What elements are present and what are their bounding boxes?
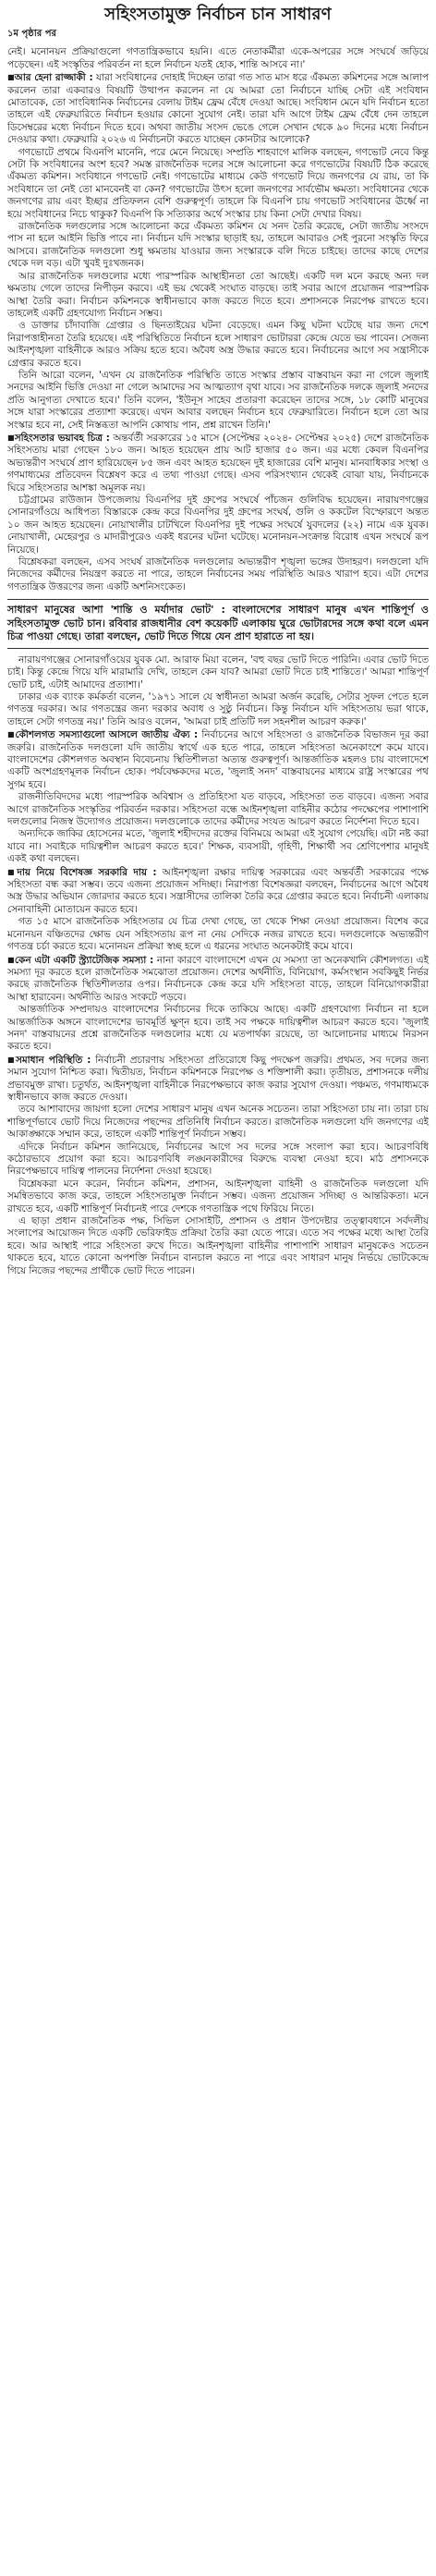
continuation-marker: ১ম পৃষ্ঠার পর [7,29,56,40]
article-body-part-2 [7,654,429,1277]
article-paragraph [7,1215,429,1277]
section-subheading: ■ সহিংসতার ভয়াবহ চিত্র : [7,433,110,444]
article-paragraph [7,916,429,953]
article-paragraph [7,691,429,728]
pull-quote: সাধারণ মানুষের আশা 'শান্তি ও মর্যাদার ভোট' : বাংলাদেশের সাধারণ মানুষ এখন শান্তিপূর্ণ ও সহিংসতামুক্ত ভোট চান। রবিবার রাজধানীর বেশ কয়েকটি এলাকায় ঘুরে ভোটারদের সঙ্গে কথা বলে এমন চিত্র পাওয়া গেছে। তারা বলছেন, ভোট দিতে গিয়ে যেন প্রাণ হারাতে না হয়। [7,599,429,649]
article-paragraph [7,1141,429,1178]
article-paragraph [7,954,429,1005]
paragraph-text: নেই। মনোনয়ন প্রক্রিয়াগুলো গণতান্ত্রিকভাবে হয়নি। এতে নেতাকর্মীরা একে-অপরের সঙ্গে সংঘর্ষে জড়িয়ে পড়েছেন। এই সংস্কৃতির পরিবর্তন না হলে নির্বাচন যতই হোক, শান্তি আসবে না।' [7,46,429,70]
article-paragraph [7,1004,429,1054]
paragraph-text: এ ছাড়া প্রধান রাজনৈতিক পক্ষ, সিভিল সোসাইটি, প্রশাসন ও প্রধান উপদেষ্টার তত্ত্বাবধানে সর্বদলীয় সংলাপের আয়োজন দিতে একটি ভেরিফাইড প্রক্রিয়া তৈরি করা যেতে পারে। এতে সব পক্ষের মধ্যে আস্থা তৈরি হবে। আর আস্থাই পারে সহিংসতা রুখে দিতে। আইনশৃঙ্খলা বাহিনীর পাশাপাশি সাধারণ মানুষকেও সচেতন থাকতে হবে, যাতে কোনো অপশক্তি নির্বাচন বানচাল করতে না পারে এবং সাধারণ মানুষ নির্ভয়ে ভোটকেন্দ্রে গিয়ে নিজের পছন্দের প্রার্থীকে ভোট দিতে পারেন। [7,1215,429,1276]
article-body-part-1 [7,46,429,593]
article-paragraph [7,494,429,556]
paragraph-text: রাজনৈতিক দলগুলোর সঙ্গে আলোচনা করে এঁকমত্য কমিশন যে সনদ তৈরি করেছে, সেটা জাতীয় সংসদে পাস না হলে আইনি ভিত্তি পাবে না। নির্বাচন যদি সংস্কার ছাড়াই হয়, তাহলে আবারও সেই পুরনো সংস্কৃতি ফিরে আসবে। রাজনৈতিক দলগুলো শুধু ক্ষমতায় যাওয়ার জন্য সংস্কারকে বলি দিতে চাইছে। তাদের কাছে দেশের থেকে দল বড়। এটা খুবই দুঃখজনক। [7,221,429,270]
paragraph-text: ও ডাক্তার চাঁদাবাজি গ্রেপ্তার ও ছিনতাইয়ের ঘটনা বেড়েছে। এমন কিছু ঘটনা ঘটেছে যার জন্য দেশে নিরাপত্তাহীনতা তৈরি হয়েছে। এই পরিস্থিতিতে নির্বাচন হলে সাধারণ ভোটাররা কেন্দ্রে যেতে ভয় পাবেন। সেজন্য আইনশৃঙ্খলা বাহিনীকে আরও সক্রিয় হতে হবে। অবৈধ অস্ত্র উদ্ধার করতে হবে। নির্বাচনের আগে সব সন্ত্রাসীকে গ্রেপ্তার করতে হবে। [7,320,429,369]
article-paragraph [7,271,429,321]
article-paragraph [7,728,429,791]
paragraph-text: নির্বাচনী প্রচারণায় সহিংসতা প্রতিরোধে কিছু পদক্ষেপ জরুরি। প্রথমত, সব দলের জন্য সমান সুযোগ নিশ্চিত করা। দ্বিতীয়ত, নির্বাচন কমিশনকে নিরপেক্ষ ও শক্তিশালী করা। তৃতীয়ত, প্রশাসনকে দলীয় প্রভাবমুক্ত রাখা। চতুর্থত, আইনশৃঙ্খলা বাহিনীকে নিরপেক্ষভাবে কাজ করার সুযোগ দেওয়া। পঞ্চমত, গণমাধ্যমকে স্বাধীনভাবে কাজ করতে দেওয়া। [7,1054,429,1103]
paragraph-text: আন্তর্জাতিক সম্প্রদায়ও বাংলাদেশের নির্বাচনের দিকে তাকিয়ে আছে। একটি গ্রহণযোগ্য নির্বাচন না হলে আন্তর্জাতিক অঙ্গনে বাংলাদেশের ভাবমূর্তি ক্ষুণ্ন হবে। তাই সব পক্ষকে দায়িত্বশীল আচরণ করতে হবে। 'জুলাই সনদ' বাস্তবায়নের প্রশ্নে রাজনৈতিক দলগুলোর মধ্যে যে মতপার্থক্য রয়েছে, তা আলোচনার মাধ্যমে নিরসন করতে হবে। [7,1004,429,1053]
article-paragraph [7,1054,429,1105]
paragraph-text: বিশ্লেষকরা মনে করেন, নির্বাচন কমিশন, প্রশাসন, আইনশৃঙ্খলা বাহিনী ও রাজনৈতিক দলগুলো যদি সমন্বিতভাবে কাজ করে, তাহলে সহিংসতামুক্ত নির্বাচন সম্ভব। এজন্য প্রয়োজন সদিচ্ছা ও আন্তরিকতা। মনে রাখতে হবে, একটি শান্তিপূর্ণ নির্বাচনই পারে দেশকে গণতান্ত্রিক পথে ফিরিয়ে নিতে। [7,1178,429,1215]
paragraph-text: আইনশৃঙ্খলা রক্ষার দায়িত্ব সরকারের এবং অন্তর্বর্তী সরকারের পক্ষে সহিংসতা বন্ধ করা সম্ভব। তবে এজন্য প্রয়োজন সদিচ্ছা। নিরাপত্তা বিশেষজ্ঞরা বলছেন, নির্বাচনের আগে অবৈধ অস্ত্র উদ্ধার অভিযান জোরদার করতে হবে। সন্ত্রাসীদের তালিকা তৈরি করে গ্রেপ্তার করতে হবে। নির্বাচনী এলাকায় সেনাবাহিনী মোতায়েন করতে হবে। [7,866,430,915]
article-paragraph [7,370,429,432]
article-paragraph [7,432,429,494]
paragraph-text: যারা সংবিধানের দোহাই দিচ্ছেন তারা গত সাত মাস ধরে এঁকমত্য কমিশনের সঙ্গে আলাপ করলেন তারা একবারও বিষয়টি উত্থাপন করলেন না যে আমরা তো নির্বাচনে যাচ্ছি সেটা এই সংবিধান মোতাবেক, তো সাংবিধানিক নির্বাচনের বেলায় টাইম ফ্রেম বেঁধে দেওয়া আছে। সংবিধান মেনে যদি নির্বাচন হতো তাহলে এই ফেব্রুয়ারিতে নির্বাচন হওয়ার কোনো সুযোগ নেই। তারা যদি আগে টাইম ফ্রেম বেঁধে দেন তাহলে ডিসেম্বরের মধ্যে নির্বাচন দিতে হবে। অথবা জাতীয় সংসদ ভেঙে গেলে সেখান থেকে ৯০ দিনের মধ্যে নির্বাচন দেওয়ার কথা। ফেব্রুয়ারি ২০২৬ এ নির্বাচনটা করতে যাচ্ছেন কোনটার আলোকে? [7,72,429,146]
paragraph-text: আর রাজনৈতিক দলগুলোর মধ্যে পারস্পরিক আস্থাহীনতা তো আছেই। একটি দল মনে করছে অন্য দল ক্ষমতায় গেলে তাদের নিপীড়ন করবে। এই ভয় থেকেই সংঘাত বাড়ছে। তাই সবার আগে প্রয়োজন পারস্পরিক আস্থা তৈরি করা। নির্বাচন কমিশনকে স্বাধীনভাবে কাজ করতে দিতে হবে। প্রশাসনকে নিরপেক্ষ রাখতে হবে। তাহলেই একটি গ্রহণযোগ্য নির্বাচন সম্ভব। [7,270,429,319]
paragraph-text: নির্বাচনের আগে সহিংসতা ও রাজনৈতিক বিভাজন দূর করা জরুরি। রাজনৈতিক দলগুলো যদি জাতীয় স্বার্থে এক হতে পারে, তাহলে সহিংসতা অনেকাংশে কমে যাবে। বাংলাদেশের কৌশলগত অবস্থান বিবেচনায় স্থিতিশীলতা অত্যন্ত গুরুত্বপূর্ণ। আন্তর্জাতিক মহলও চায় বাংলাদেশে একটি অংশগ্রহণমূলক নির্বাচন হোক। পর্যবেক্ষকদের মতে, 'জুলাই সনদ' বাস্তবায়নের মাধ্যমে রাষ্ট্র সংস্কারের পথ সুগম হবে। [7,729,429,790]
paragraph-text: এদিকে নির্বাচন কমিশন জানিয়েছে, নির্বাচনের আগে সব দলের সঙ্গে সংলাপ করা হবে। আচরণবিধি কঠোরভাবে প্রয়োগ করা হবে। আচরণবিধি লঙ্ঘনকারীদের বিরুদ্ধে ব্যবস্থা নেওয়া হবে। মাঠ প্রশাসনকে নিরপেক্ষভাবে দায়িত্ব পালনের নির্দেশনা দেওয়া হয়েছে। [7,1141,429,1178]
article-paragraph [7,46,429,71]
paragraph-text: অন্তর্বর্তী সরকারের ১৫ মাসে (সেপ্টেম্বর ২০২৪- সেপ্টেম্বর ২০২৫) দেশে রাজনৈতিক সহিংসতায় মারা গেছেন ১৮০ জন। আহত হয়েছেন প্রায় আট হাজার ৫০ জন। এর মধ্যে কেবল বিএনপির অভ্যন্তরীণ সংঘর্ষে প্রাণ হারিয়েছেন ৮৫ জন এবং আহত হয়েছেন দুই হাজারের বেশি মানুষ। মানবাধিকার সংস্থা ও গণমাধ্যমের প্রতিবেদন বিশ্লেষণ করে এ তথ্য পাওয়া গেছে। এসব পরিসংখ্যান থেকেই বোঝা যায়, নির্বাচনকে ঘিরে সহিংসতার আশঙ্কা অমূলক নয়। [7,432,429,494]
article-paragraph [7,828,429,865]
article-paragraph [7,791,429,828]
paragraph-text: চট্টগ্রামের রাউজান উপজেলায় বিএনপির দুই গ্রুপের সংঘর্ষে পাঁচজন গুলিবিদ্ধ হয়েছেন। নারায়ণগঞ্জের সোনারগাঁওয়ে আধিপত্য বিস্তারকে কেন্দ্র করে বিএনপির দুই গ্রুপের সংঘর্ষ, গুলি ও ককটেল বিস্ফোরণে অন্তত ১০ জন আহত হয়েছেন। নোয়াখালীর চাটখিলে বিএনপির দুই পক্ষের সংঘর্ষে যুবদলের (২২) নামে এক যুবক। নোয়াখালী, মেহেরপুর ও মাদারীপুরেও একই ধরনের ঘটনা ঘটেছে। মনোনয়ন-সংক্রান্ত বিরোধ এখন সংঘর্ষে রূপ নিয়েছে। [7,494,429,555]
paragraph-text: গণভোটে প্রথমে বিএনপি মানেনি, পরে মেনে নিয়েছে। সম্প্রতি শাহবাগে মালিক বলছেন, গণভোট নেবে কিন্তু সেটা কি সংবিধানের অংশ হবে? সমস্ত রাজনৈতিক দলের সঙ্গে আলোচনা করে গণভোটের বিষয়টি ঠিক করেছে এঁকমত্য কমিশন। সংবিধানে গণভোট নেই। গণভোটের মাধ্যমে কেউ গণভোট দিয়ে জনগণের যে রায়, তা কি সংবিধানে তা নেই তো মানবেনই বা কেন? গণভোটের উৎস হলো জনগণের সার্বভৌম ক্ষমতা। সংবিধানের থেকে জনগণের রায় এবং ইচ্ছার প্রতিফলন বেশি গুরুত্বপূর্ণ। তাহলে কি বিএনপি চায় গণভোট সংবিধানের ঊর্ধ্বে না হয়ে সংবিধানের নিচে থাকুক? বিএনপি কি সত্যিকার অর্থে সংস্কার চায় কিনা সেটা দেখার বিষয়। [7,146,429,220]
section-subheading: ■ কৌশলগত সমস্যাগুলো আসলে জাতীয় ঐক্য : [7,729,198,740]
paragraph-text: নানা কারণে বাংলাদেশে এখন যে সমস্যা তা অনেকখানি কৌশলগত। এই সমস্যা দূর করতে হলে রাজনৈতিক সমঝোতা প্রয়োজন। দেশের অর্থনীতি, বিনিয়োগ, কর্মসংস্থান সবকিছুই নির্ভর করছে রাজনৈতিক স্থিতিশীলতার ওপর। নির্বাচনকে কেন্দ্র করে যদি সহিংসতা বাড়ে, তাহলে বিনিয়োগকারীরা আস্থা হারাবেন। অর্থনীতি আরও সংকটে পড়বে। [7,954,429,1003]
article-paragraph [7,1178,429,1215]
section-subheading: ■ কেন এটা একটি স্ট্র্যাটেজিক সমস্যা : [7,955,153,966]
article-paragraph [7,147,429,221]
article-paragraph [7,866,429,917]
paragraph-text: অন্যদিকে জাকির হোসেনের মতে, 'জুলাই শহীদদের রক্তের বিনিময়ে আমরা এই সুযোগ পেয়েছি। এটা নষ্ট করা যাবে না। সবাইকে দায়িত্বশীল আচরণ করতে হবে।' শিক্ষক, ব্যবসায়ী, গৃহিণী, শিক্ষার্থী সব শ্রেণিপেশার মানুষই একই কথা বলছেন। [7,828,429,865]
article-headline: সহিংসতামুক্ত নির্বাচন চান সাধারণ [104,5,332,24]
article-paragraph [7,556,429,593]
paragraph-text: তিনি আরো বলেন, 'এখন যে রাজনৈতিক পরিস্থিতি তাতে সংস্কার প্রস্তাব বাস্তবায়ন করা না গেলে জুলাই সনদের আইনি ভিত্তি দেওয়া না গেলে আমাদের সব আত্মত্যাগ বৃথা যাবে। সব রাজনৈতিক দলকে জুলাই সনদের প্রতি আনুগত্য দেখাতে হবে।' তিনি বলেন, 'ইউনূস সাহেব প্রতারণা করেছেন তাদের সঙ্গে, ১৮ কোটি মানুষের সঙ্গে যারা সংস্কারের প্রত্যাশা করেছে। এখন আবার বলছেন নির্বাচন হবে ফেব্রুয়ারিতে। নির্বাচন হলে তো আর সংস্কার হবে না, সেই নিস্তব্ধতা আপনি কোথায় পান, প্রশ্ন রাখেন তিনি।' [7,369,429,431]
article-paragraph [7,71,429,146]
paragraph-text: রাজনীতিবিদদের মধ্যে পারস্পরিক অবিশ্বাস ও প্রতিহিংসা যত বাড়বে, সহিংসতা তত বাড়বে। এজন্য সবার আগে রাজনৈতিক সংস্কৃতির পরিবর্তন দরকার। সহিংসতা বন্ধে আইনশৃঙ্খলা বাহিনীর কঠোর পদক্ষেপের পাশাপাশি দলগুলোর নিজস্ব উদ্যোগও প্রয়োজন। দলগুলোকে তাদের কর্মীদের সংযত আচরণ করতে নির্দেশনা দিতে হবে। [7,791,429,828]
paragraph-text: ঢাকার এক ব্যাংক কর্মকর্তা বলেন, '১৯৭১ সালে যে স্বাধীনতা আমরা অর্জন করেছি, সেটার সুফল পেতে হলে গণতন্ত্র দরকার। আর গণতন্ত্রের জন্য দরকার অবাধ ও সুষ্ঠু নির্বাচন। কিন্তু নির্বাচন যদি সহিংসতায় ভরা থাকে, তাহলে সেটা গণতন্ত্র নয়।' তিনি আরও বলেন, 'আমরা চাই প্রতিটি দল সহনশীল আচরণ করুক।' [7,690,429,727]
article-paragraph [7,654,429,691]
section-subheading: ■ আর হেনা রাজ্জাকী : [7,72,93,83]
paragraph-text: বিশ্লেষকরা বলছেন, এসব সংঘর্ষ রাজনৈতিক দলগুলোর অভ্যন্তরীণ শৃঙ্খলা ভঙ্গের উদাহরণ। দলগুলো যদি নিজেদের কর্মীদের নিয়ন্ত্রণ করতে না পারে, তাহলে নির্বাচনের সময় পরিস্থিতি আরও খারাপ হবে। এটা দেশের গণতান্ত্রিক উত্তরণের জন্য একটি অশনিসংকেত। [7,556,429,592]
article-paragraph [7,1104,429,1141]
section-subheading: ■ দায় নিয়ে বিশেষজ্ঞ সরকারি দায় : [7,867,157,878]
article-paragraph [7,221,429,271]
article-paragraph [7,320,429,370]
paragraph-text: গত ১৫ মাসে রাজনৈতিক সহিংসতার যে চিত্র দেখা গেছে, তা থেকে শিক্ষা নেওয়া প্রয়োজন। বিশেষ করে মনোনয়ন বঞ্চিতদের ক্ষোভ যেন সহিংসতায় রূপ না নেয় সেদিকে নজর রাখতে হবে। দলগুলোকে অভ্যন্তরীণ গণতন্ত্র চর্চা করতে হবে। মনোনয়ন প্রক্রিয়া স্বচ্ছ হলে এ ধরনের সংঘাত অনেকটাই কমে যাবে। [7,916,429,953]
paragraph-text: নারায়ণগঞ্জের সোনারগাঁওয়ের যুবক মো. আরাফ মিয়া বলেন, 'বহু বছর ভোট দিতে পারিনি। এবার ভোট দিতে চাই। কিন্তু কেন্দ্রে গিয়ে যদি মারামারি দেখি, তাহলে কেন যাব? আমরা ভোট দিতে চাই শান্তিতে।' আমরা শান্তিপূর্ণ ভোট চাই, এটাই আমাদের প্রত্যাশা।' [7,653,429,690]
section-subheading: ■ সমাধান পরিস্থিতি : [7,1055,91,1066]
paragraph-text: তবে আশাবাদের জায়গা হলো দেশের সাধারণ মানুষ এখন অনেক সচেতন। তারা সহিংসতা চায় না। তারা চায় শান্তিপূর্ণভাবে ভোট দিয়ে নিজেদের পছন্দের প্রতিনিধি নির্বাচন করতে। রাজনৈতিক দলগুলো যদি জনগণের এই আকাঙ্ক্ষাকে সম্মান করে, তাহলে একটি শান্তিপূর্ণ নির্বাচন সম্ভব। [7,1104,429,1141]
